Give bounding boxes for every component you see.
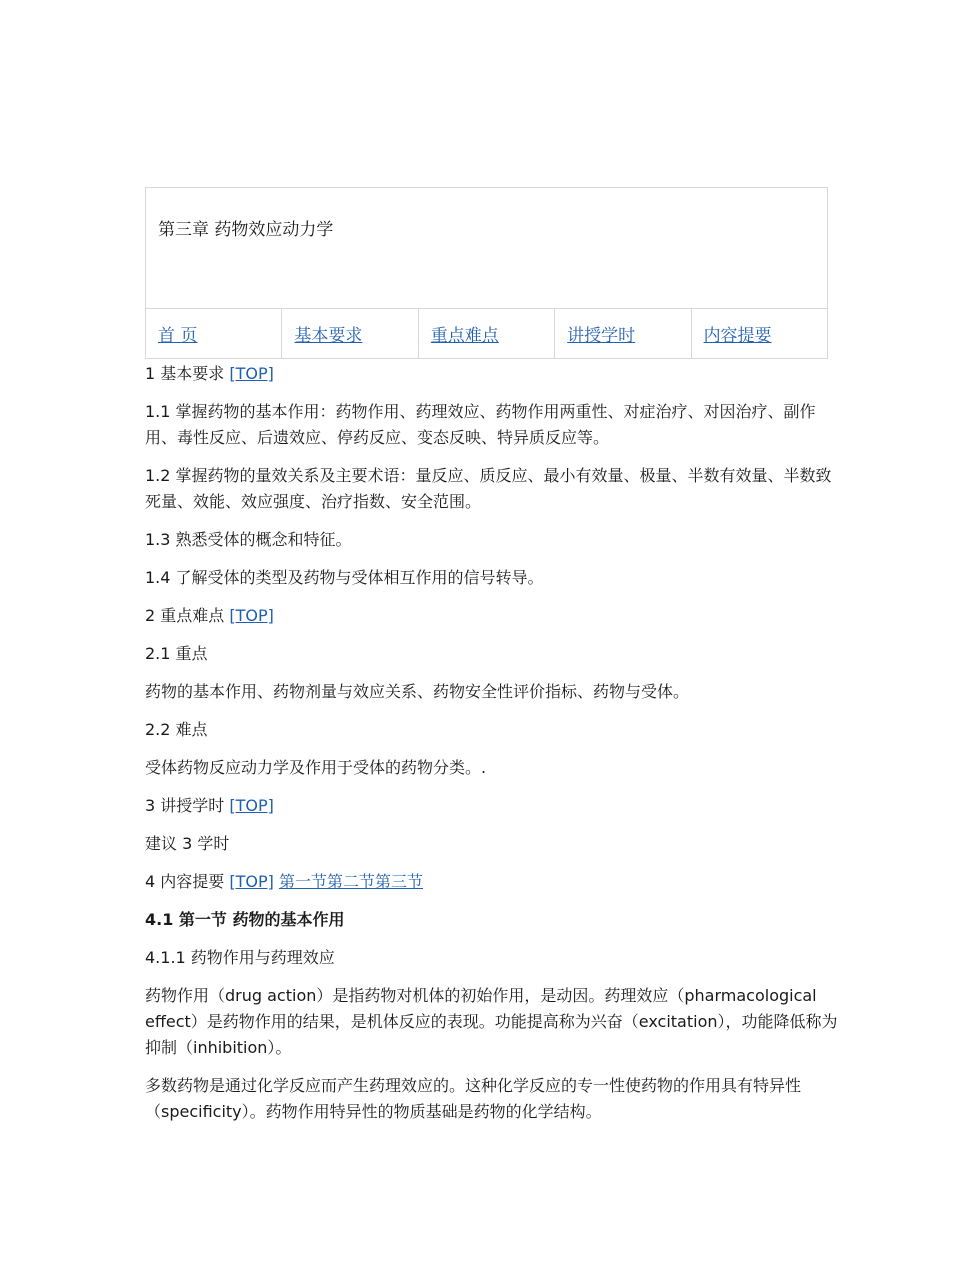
nav-cell-key-points bbox=[418, 309, 554, 359]
chapter-title: 第三章 药物效应动力学 bbox=[146, 188, 828, 309]
section-4-1-1-heading: 4.1.1 药物作用与药理效应 bbox=[145, 948, 335, 967]
nav-link-home[interactable]: 首 页 bbox=[158, 326, 198, 346]
nav-link-summary[interactable]: 内容提要 bbox=[703, 326, 772, 346]
section-1-heading-text: 1 基本要求 bbox=[145, 364, 225, 383]
section-3-heading bbox=[145, 793, 845, 819]
section-4-heading-text: 4 内容提要 bbox=[145, 872, 225, 891]
section-2-2-heading: 2.2 难点 bbox=[145, 720, 208, 739]
nav-cell-summary bbox=[691, 309, 827, 359]
section-2-1-text: 药物的基本作用、药物剂量与效应关系、药物安全性评价指标、药物与受体。 bbox=[145, 682, 690, 701]
section-2-heading-text: 2 重点难点 bbox=[145, 606, 225, 625]
section-4-link-part3[interactable]: 第三节 bbox=[375, 872, 424, 891]
section-1-1: 1.1 掌握药物的基本作用：药物作用、药理效应、药物作用两重性、对症治疗、对因治疗、副作用、毒性反应、后遗效应、停药反应、变态反映、特异质反应等。 bbox=[145, 402, 816, 447]
section-1-3: 1.3 熟悉受体的概念和特征。 bbox=[145, 530, 352, 549]
document-page bbox=[145, 187, 845, 1125]
nav-link-hours[interactable]: 讲授学时 bbox=[567, 326, 636, 346]
section-1-4: 1.4 了解受体的类型及药物与受体相互作用的信号转导。 bbox=[145, 568, 544, 587]
section-4-1-1-paragraph-1: 药物作用（drug action）是指药物对机体的初始作用，是动因。药理效应（pharmacological effect）是药物作用的结果，是机体反应的表现。功能提高称为兴奋（excitation），功能降低称为抑制（inhibition）。 bbox=[145, 986, 838, 1057]
section-2-1-heading: 2.1 重点 bbox=[145, 644, 208, 663]
chapter-header-table bbox=[145, 187, 828, 359]
section-1-heading bbox=[145, 361, 845, 387]
nav-link-key-points[interactable]: 重点难点 bbox=[430, 326, 499, 346]
section-3-text: 建议 3 学时 bbox=[145, 834, 230, 853]
section-2-2-text: 受体药物反应动力学及作用于受体的药物分类。. bbox=[145, 758, 487, 777]
top-link-1[interactable]: [TOP] bbox=[229, 364, 274, 383]
section-4-link-part1[interactable]: 第一节 bbox=[278, 872, 327, 891]
top-link-3[interactable]: [TOP] bbox=[229, 796, 274, 815]
section-4-1-1-paragraph-2: 多数药物是通过化学反应而产生药理效应的。这种化学反应的专一性使药物的作用具有特异性（specificity）。药物作用特异性的物质基础是药物的化学结构。 bbox=[145, 1076, 802, 1121]
section-4-link-part2[interactable]: 第二节 bbox=[326, 872, 375, 891]
section-4-1-heading: 4.1 第一节 药物的基本作用 bbox=[145, 910, 345, 929]
section-2-heading bbox=[145, 603, 845, 629]
section-3-heading-text: 3 讲授学时 bbox=[145, 796, 225, 815]
document-body bbox=[145, 361, 845, 1125]
nav-cell-requirements bbox=[282, 309, 418, 359]
nav-cell-home bbox=[146, 309, 282, 359]
top-link-2[interactable]: [TOP] bbox=[229, 606, 274, 625]
section-4-heading bbox=[145, 869, 845, 895]
section-1-2: 1.2 掌握药物的量效关系及主要术语：量反应、质反应、最小有效量、极量、半数有效量、半数致死量、效能、效应强度、治疗指数、安全范围。 bbox=[145, 466, 832, 511]
top-link-4[interactable]: [TOP] bbox=[229, 872, 274, 891]
nav-link-requirements[interactable]: 基本要求 bbox=[294, 326, 363, 346]
nav-cell-hours bbox=[555, 309, 691, 359]
